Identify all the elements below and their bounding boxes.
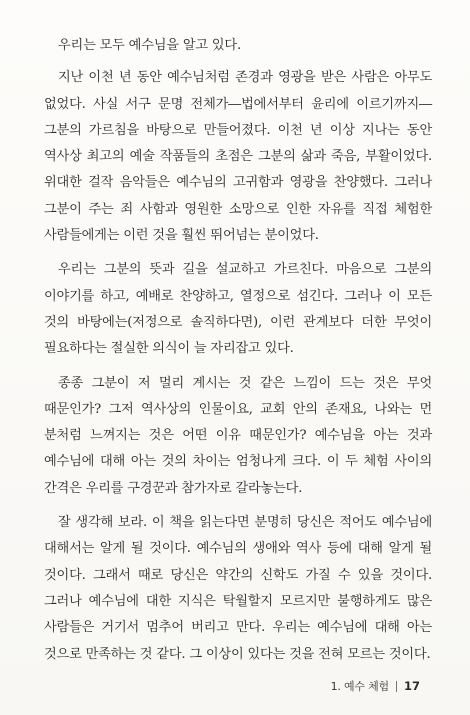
page-footer <box>331 678 420 694</box>
paragraph-3: 우리는 그분의 뜻과 길을 설교하고 가르친다. 마음으로 그분의 이야기를 하고, 예배로 찬양하고, 열정으로 섬긴다. 그러나 이 모든 것의 바탕에는(저정으로 솔직하다면), 이런 관계보다 더한 무엇이 필요하다는 절실한 의식이 늘 자리잡고 있다. <box>44 262 432 357</box>
body-text <box>44 33 432 676</box>
page-number: 17 <box>403 679 420 693</box>
chapter-title: 1. 예수 체험 <box>330 680 389 693</box>
paragraph-4: 종종 그분이 저 멀리 계시는 것 같은 느낌이 드는 것은 무엇 때문인가? 그저 역사상의 인물이요, 교회 안의 존재요, 나와는 먼 분처럼 느껴지는 것은 어떤 이유 때문인가? 예수님을 아는 것과 예수님에 대해 아는 것의 차이는 엄청나게 크다. 이 두 체험 사이의 간격은 우리를 구경꾼과 참가자로 갈라놓는다. <box>44 375 432 496</box>
paragraph-1: 우리는 모두 예수님을 알고 있다. <box>58 38 241 53</box>
footer-divider <box>396 681 397 692</box>
paragraph-5: 잘 생각해 보라. 이 책을 읽는다면 분명히 당신은 적어도 예수님에 대해서는 알게 될 것이다. 예수님의 생애와 역사 등에 대해 알게 될 것이다. 그래서 때로 당신은 약간의 신학도 가질 수 있을 것이다. 그러나 예수님에 대한 지식은 탁월할지 모르지만 불행하게도 많은 사람들은 거기서 멈추어 버리고 만다. 우리는 예수님에 대해 아는 것으로 만족하는 것 같다. 그 이상이 있다는 것을 전혀 모르는 것이다. <box>44 515 432 662</box>
paragraph-2: 지난 이천 년 동안 예수님처럼 존경과 영광을 받은 사람은 아무도 없었다. 사실 서구 문명 전체가―법에서부터 윤리에 이르기까지―그분의 가르침을 바탕으로 만들어졌다. 이천 년 이상 지나는 동안 역사상 최고의 예술 작품들의 초점은 그분의 삶과 죽음, 부활이었다. 위대한 걸작 음악들은 예수님의 고귀함과 영광을 찬양했다. 그러나 그분이 주는 죄 사함과 영원한 소망으로 인한 자유를 직접 체험한 사람들에게는 이런 것을 훨씬 뛰어넘는 분이었다. <box>44 70 432 244</box>
